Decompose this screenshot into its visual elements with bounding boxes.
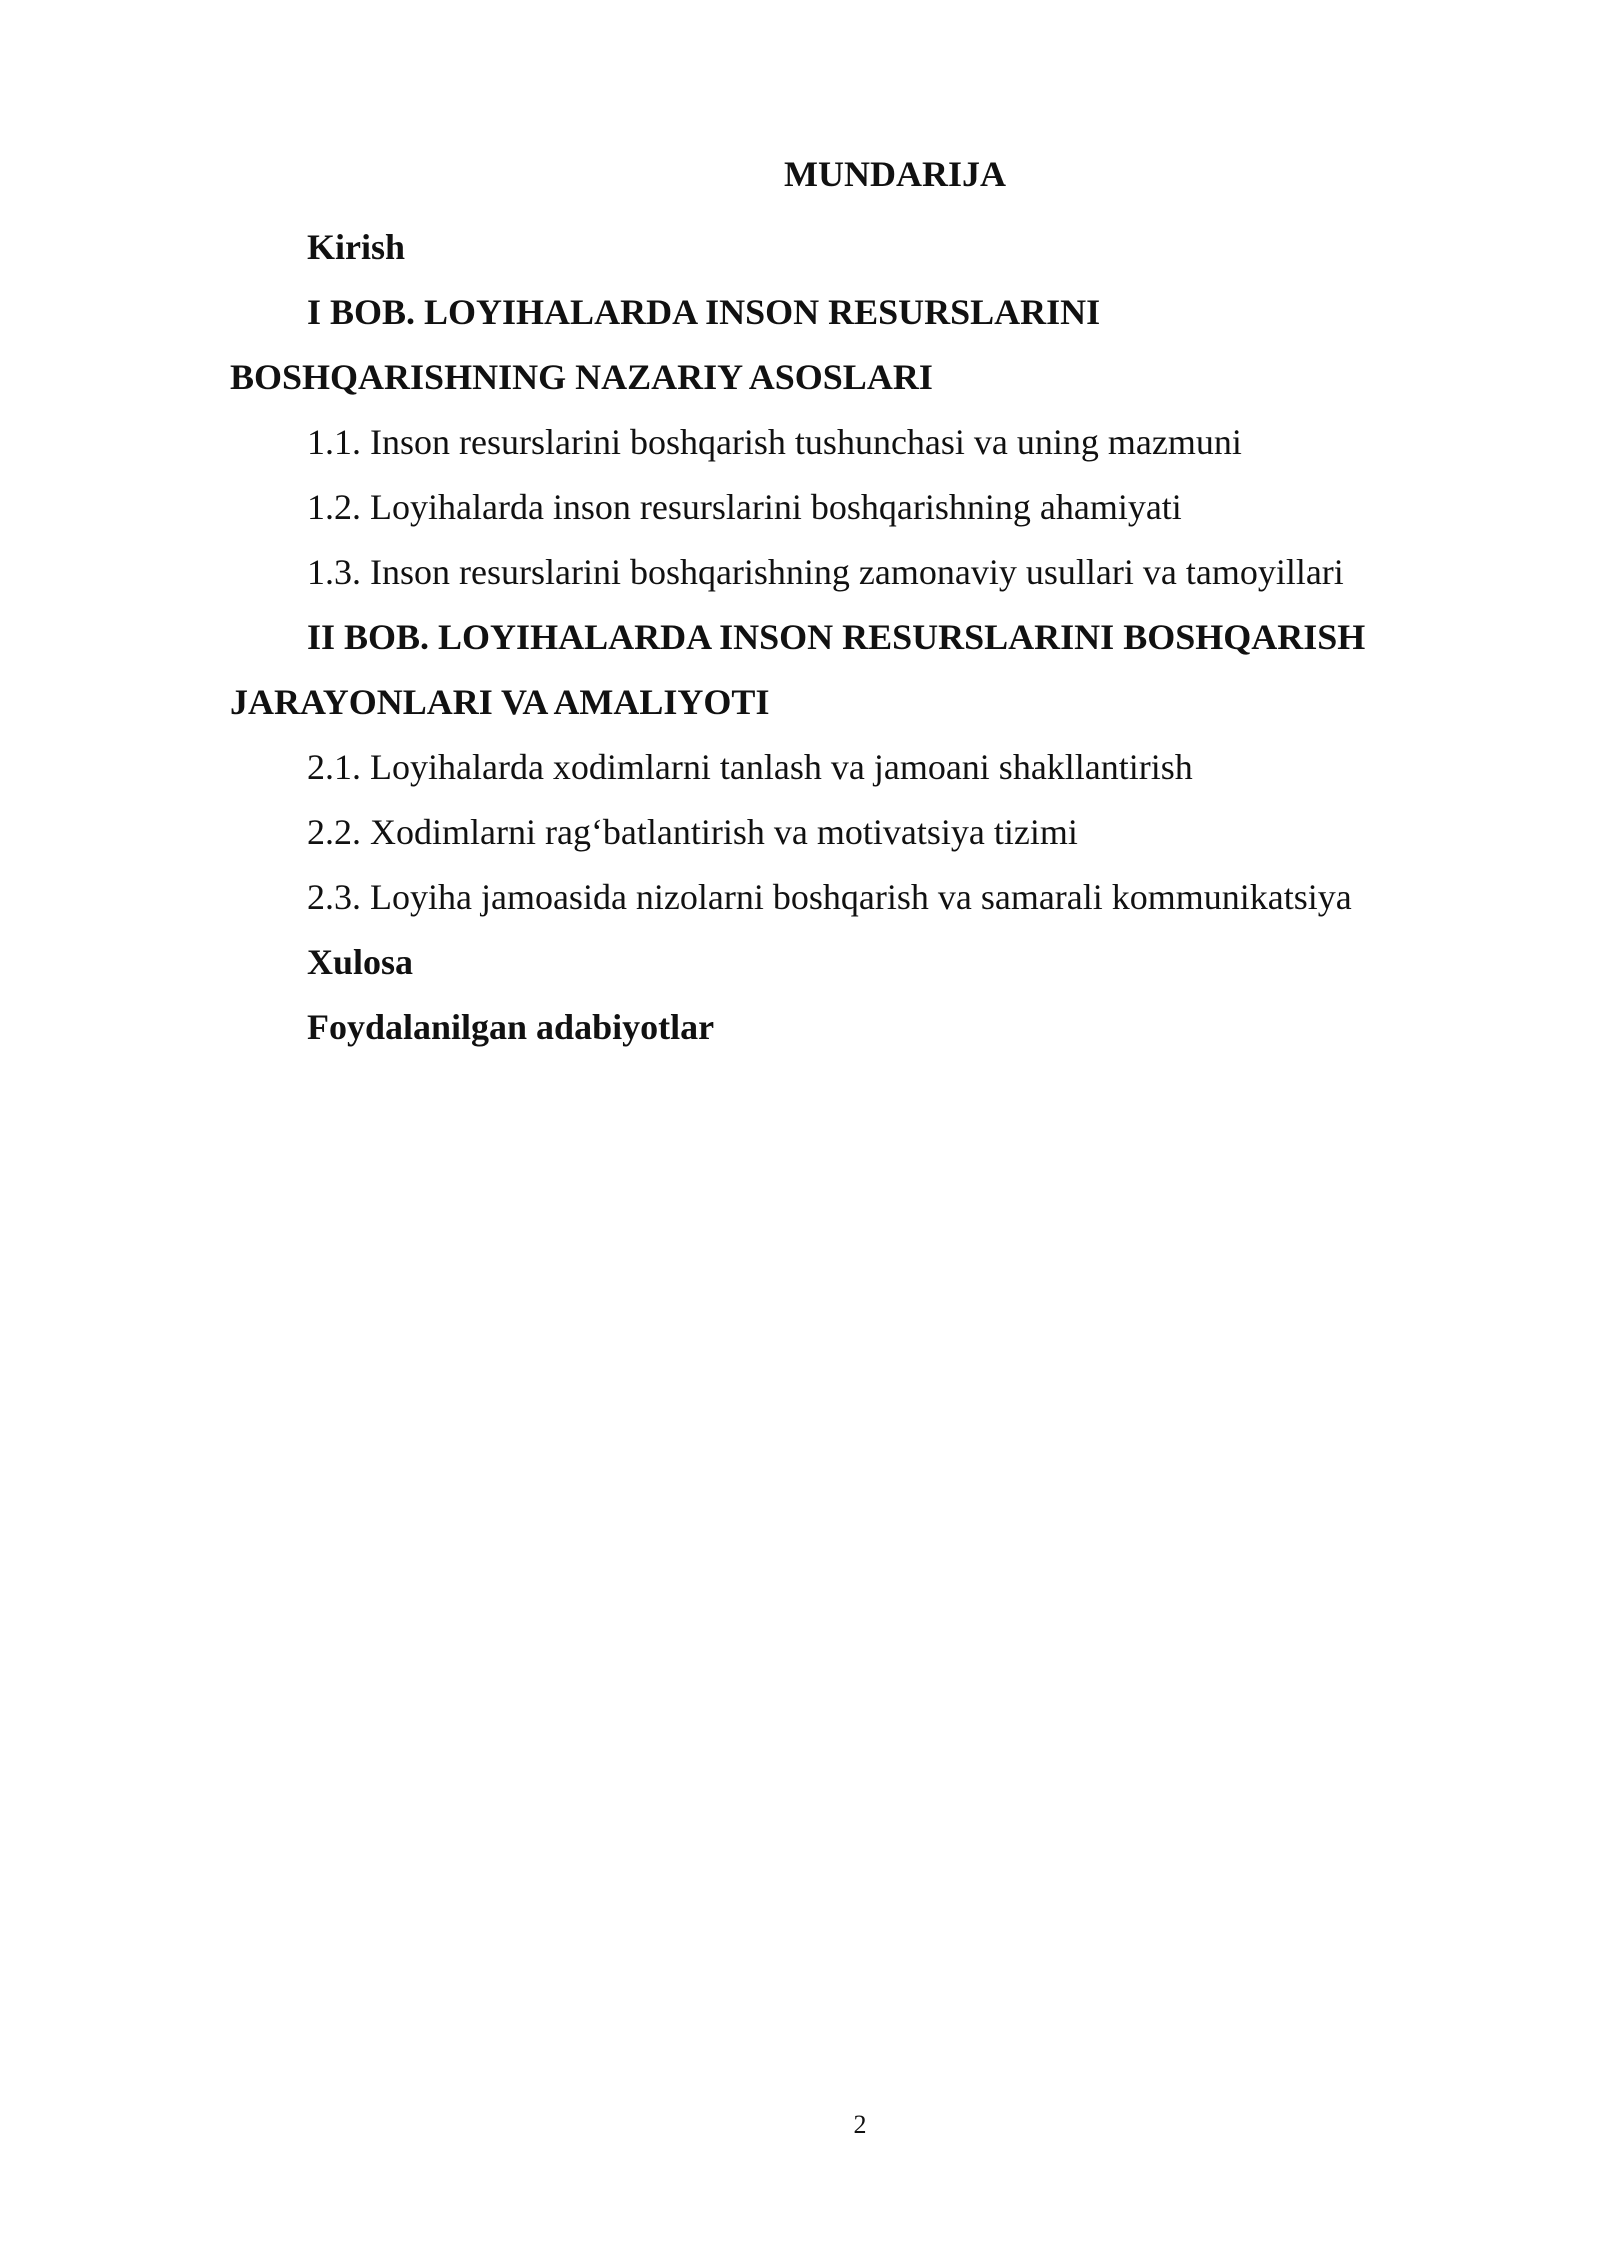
toc-section-1-3: 1.3. Inson resurslarini boshqarishning zamonaviy usullari va tamoyillari (307, 552, 1344, 592)
toc-section-1-2: 1.2. Loyihalarda inson resurslarini boshqarishning ahamiyati (307, 487, 1182, 527)
toc-item-intro: Kirish (307, 227, 406, 267)
toc-chapter-1-line-1: I BOB. LOYIHALARDA INSON RESURSLARINI (307, 292, 1101, 332)
toc-section-2-2: 2.2. Xodimlarni rag‘batlantirish va motivatsiya tizimi (307, 812, 1078, 852)
toc-section-1-1: 1.1. Inson resurslarini boshqarish tushunchasi va uning mazmuni (307, 422, 1242, 462)
toc-chapter-2-line-2: JARAYONLARI VA AMALIYOTI (230, 682, 770, 722)
page-number: 2 (853, 2110, 867, 2139)
toc-chapter-1-line-2: BOSHQARISHNING NAZARIY ASOSLARI (230, 357, 933, 397)
toc-item-conclusion: Xulosa (307, 942, 414, 982)
toc-chapter-2-line-1: II BOB. LOYIHALARDA INSON RESURSLARINI BOSHQARISH (307, 617, 1366, 657)
toc-title: MUNDARIJA (784, 154, 1006, 194)
toc-item-references: Foydalanilgan adabiyotlar (307, 1007, 715, 1047)
toc-section-2-3: 2.3. Loyiha jamoasida nizolarni boshqarish va samarali kommunikatsiya (307, 877, 1352, 917)
table-of-contents (230, 215, 1430, 1060)
toc-section-2-1: 2.1. Loyihalarda xodimlarni tanlash va jamoani shakllantirish (307, 747, 1193, 787)
